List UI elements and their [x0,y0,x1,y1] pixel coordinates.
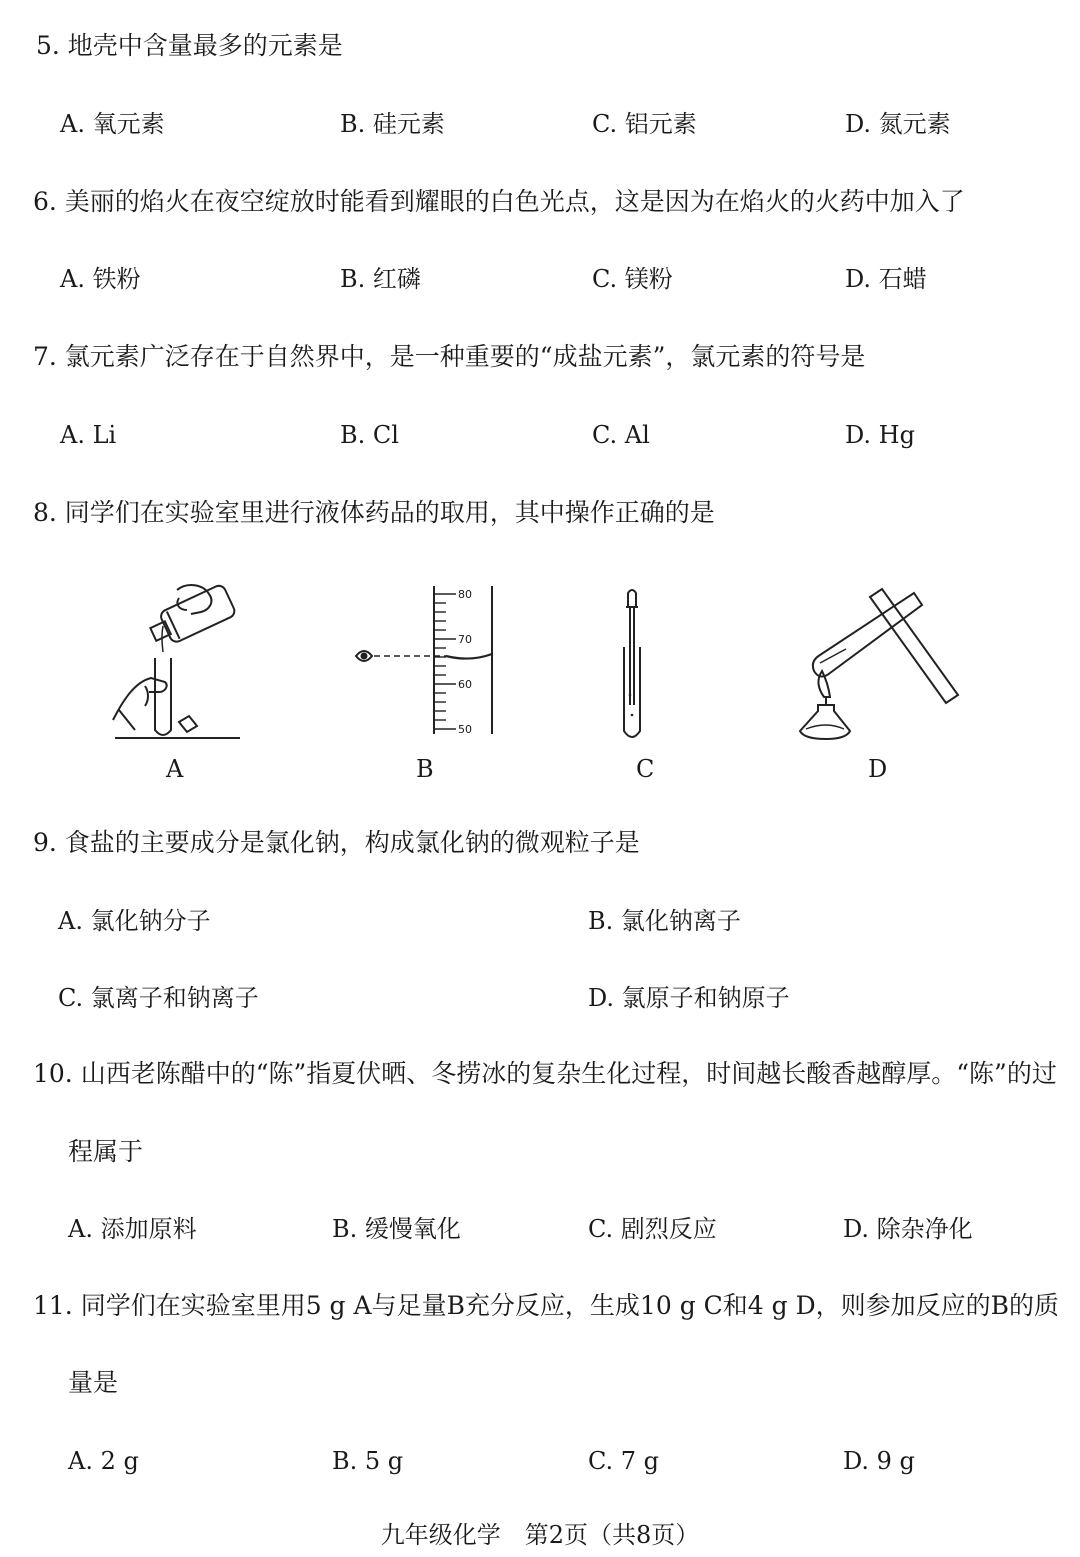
q6-option-c: C. 镁粉 [592,265,673,293]
figure-c-label: C [636,755,655,783]
figure-c-dropper-in-tube [612,585,652,745]
q6-stem: 6. 美丽的焰火在夜空绽放时能看到耀眼的白色光点，这是因为在焰火的火药中加入了 [33,187,965,216]
q6-option-a: A. 铁粉 [60,265,141,293]
q10-stem-line2: 程属于 [68,1137,144,1166]
figure-b-label: B [416,755,434,783]
figure-b-reading-cylinder [350,582,510,742]
figure-d-label: D [868,755,888,783]
q10-option-c: C. 剧烈反应 [588,1215,717,1243]
figure-d-heating-tube [790,585,965,745]
cylinder-tick-60: 60 [458,678,472,691]
q11-option-a: A. 2 g [68,1447,139,1475]
q9-option-c: C. 氯离子和钠离子 [58,984,259,1012]
q7-option-b: B. Cl [340,421,399,449]
figure-a-pouring-liquid [105,580,250,745]
cylinder-tick-70: 70 [458,633,472,646]
q9-option-b: B. 氯化钠离子 [588,907,741,935]
cylinder-tick-50: 50 [458,723,472,736]
q7-option-a: A. Li [60,421,117,449]
q9-stem: 9. 食盐的主要成分是氯化钠，构成氯化钠的微观粒子是 [33,828,640,857]
q10-option-a: A. 添加原料 [68,1215,197,1243]
q7-stem: 7. 氯元素广泛存在于自然界中，是一种重要的“成盐元素”，氯元素的符号是 [33,342,866,371]
q11-option-b: B. 5 g [332,1447,404,1475]
cylinder-tick-80: 80 [458,588,472,601]
q6-option-d: D. 石蜡 [845,265,927,293]
q11-stem-line1: 11. 同学们在实验室里用5 g A与足量B充分反应，生成10 g C和4 g D，则参加反应的B的质 [33,1291,1059,1320]
q11-option-d: D. 9 g [843,1447,915,1475]
q5-option-b: B. 硅元素 [340,110,445,138]
page-footer: 九年级化学 第2页（共8页） [380,1521,700,1549]
q10-option-d: D. 除杂净化 [843,1215,973,1243]
q7-option-d: D. Hg [845,421,915,449]
q6-option-b: B. 红磷 [340,265,421,293]
q11-option-c: C. 7 g [588,1447,660,1475]
q9-option-d: D. 氯原子和钠原子 [588,984,790,1012]
q5-option-a: A. 氧元素 [60,110,165,138]
q5-option-d: D. 氮元素 [845,110,951,138]
figure-a-label: A [166,755,184,783]
q8-stem: 8. 同学们在实验室里进行液体药品的取用，其中操作正确的是 [33,498,715,527]
q5-stem: 5. 地壳中含量最多的元素是 [36,31,343,60]
q5-option-c: C. 铝元素 [592,110,697,138]
q10-option-b: B. 缓慢氧化 [332,1215,461,1243]
q10-stem-line1: 10. 山西老陈醋中的“陈”指夏伏晒、冬捞冰的复杂生化过程，时间越长酸香越醇厚。“陈”的过 [33,1059,1057,1088]
q7-option-c: C. Al [592,421,650,449]
q9-option-a: A. 氯化钠分子 [58,907,211,935]
q11-stem-line2: 量是 [68,1368,119,1397]
